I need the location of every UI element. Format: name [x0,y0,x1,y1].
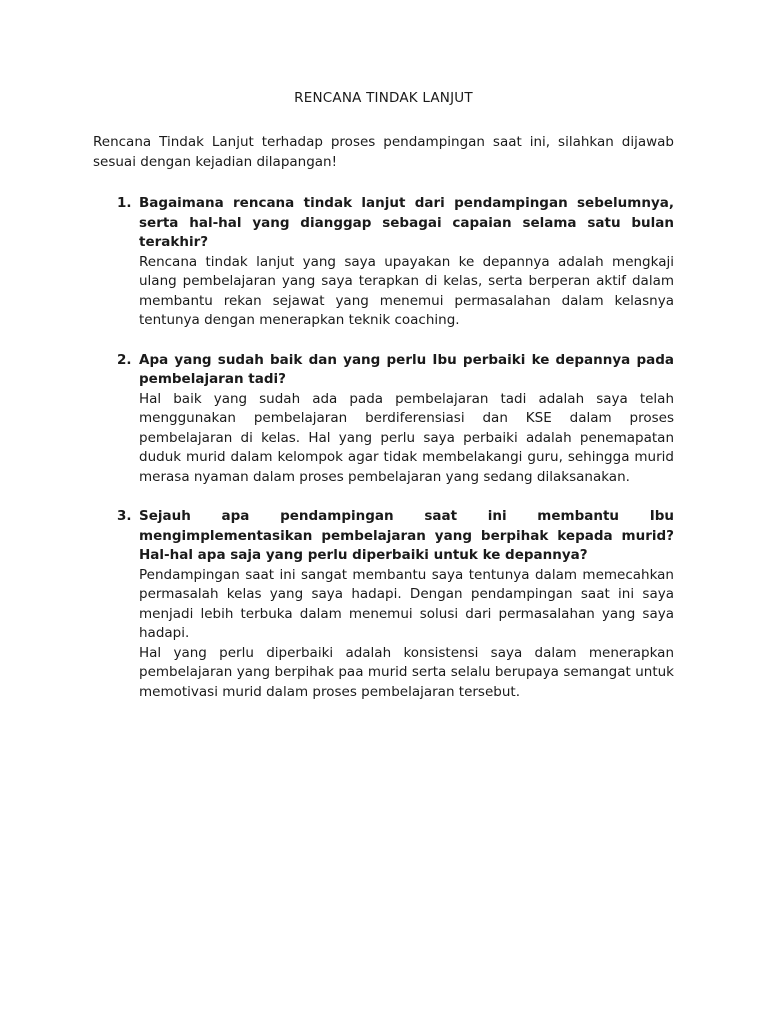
question-number: 3. [117,508,132,524]
question-item-1 [93,194,674,331]
question-text: Bagaimana rencana tindak lanjut dari pendampingan sebelumnya, serta hal-hal yang dianggap sebagai capaian selama satu bulan terakhir? [139,195,674,250]
question-text: Sejauh apa pendampingan saat ini membantu Ibu mengimplementasikan pembelajaran yang berpihak kepada murid? Hal-hal apa saja yang perlu diperbaiki untuk ke depannya? [139,508,674,563]
question-item-3 [93,507,674,702]
question-text: Apa yang sudah baik dan yang perlu Ibu perbaiki ke depannya pada pembelajaran tadi? [139,351,674,387]
question-list [93,194,674,702]
answer-text: Rencana tindak lanjut yang saya upayakan ke depannya adalah mengkaji ulang pembelajaran yang saya terapkan di kelas, serta berperan aktif dalam membantu rekan sejawat yang menemui permasalahan dalam kelasnya tentunya dengan menerapkan teknik coaching. [139,253,674,328]
answer-text: Hal baik yang sudah ada pada pembelajaran tadi adalah saya telah menggunakan pembelajaran berdiferensiasi dan KSE dalam proses pembelajaran di kelas. Hal yang perlu saya perbaiki adalah penemapatan duduk murid dalam kelompok agar tidak membelakangi guru, sehingga murid merasa nyaman dalam proses pembelajaran yang sedang dilaksanakan. [139,390,674,485]
question-number: 2. [117,351,132,368]
question-number: 1. [117,195,132,211]
intro-paragraph: Rencana Tindak Lanjut terhadap proses pendampingan saat ini, silahkan dijawab sesuai dengan kejadian dilapangan! [93,134,674,170]
answer-text: Hal yang perlu diperbaiki adalah konsistensi saya dalam menerapkan pembelajaran yang berpihak paa murid serta selalu berupaya semangat untuk memotivasi murid dalam proses pembelajaran tersebut. [139,644,674,700]
question-item-2 [93,351,674,488]
answer-text: Pendampingan saat ini sangat membantu saya tentunya dalam memecahkan permasalah kelas yang saya hadapi. Dengan pendampingan saat ini saya menjadi lebih terbuka dalam menemui solusi dari permasalahan yang saya hadapi. [139,566,674,641]
document-title: RENCANA TINDAK LANJUT [294,90,473,106]
